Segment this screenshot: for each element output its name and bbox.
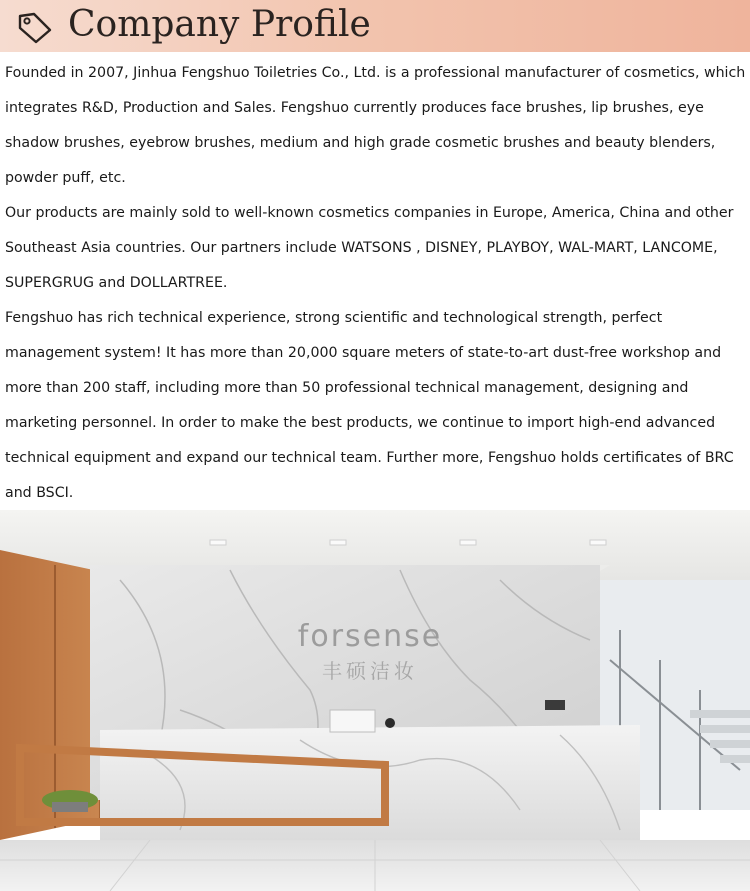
paragraph-partners: Our products are mainly sold to well-known cosmetics companies in Europe, America, China and other Southeast Asia countries. Our partners include WATSONS , DISNEY, PLAYBOY, WAL-MART, LANCOME, SUPERGRUG and DOLLARTREE.: [5, 205, 734, 291]
wall-logo: forsense: [297, 619, 443, 654]
paragraph-strength: Fengshuo has rich technical experience, strong scientific and technological strength, perfect management system! It has more than 20,000 square meters of state-to-art dust-free workshop and more than 200 staff, including more than 50 professional technical management, designing and marketing personnel. In order to make the best products, we continue to import high-end advanced technical equipment and expand our technical team. Further more, Fengshuo holds certificates of BRC and BSCI.: [5, 310, 734, 501]
wall-logo-chinese: 丰硕洁妆: [322, 659, 418, 683]
company-description: [5, 56, 747, 511]
section-header: [0, 0, 750, 52]
page-title: Company Profile: [68, 4, 371, 45]
lobby-photo: [0, 510, 750, 891]
price-tag-icon: [14, 8, 56, 46]
paragraph-history: Founded in 2007, Jinhua Fengshuo Toiletries Co., Ltd. is a professional manufacturer of cosmetics, which integrates R&D, Production and Sales. Fengshuo currently produces face brushes, lip brushes, eye shadow brushes, eyebrow brushes, medium and high grade cosmetic brushes and beauty blenders, powder puff, etc.: [5, 65, 746, 186]
